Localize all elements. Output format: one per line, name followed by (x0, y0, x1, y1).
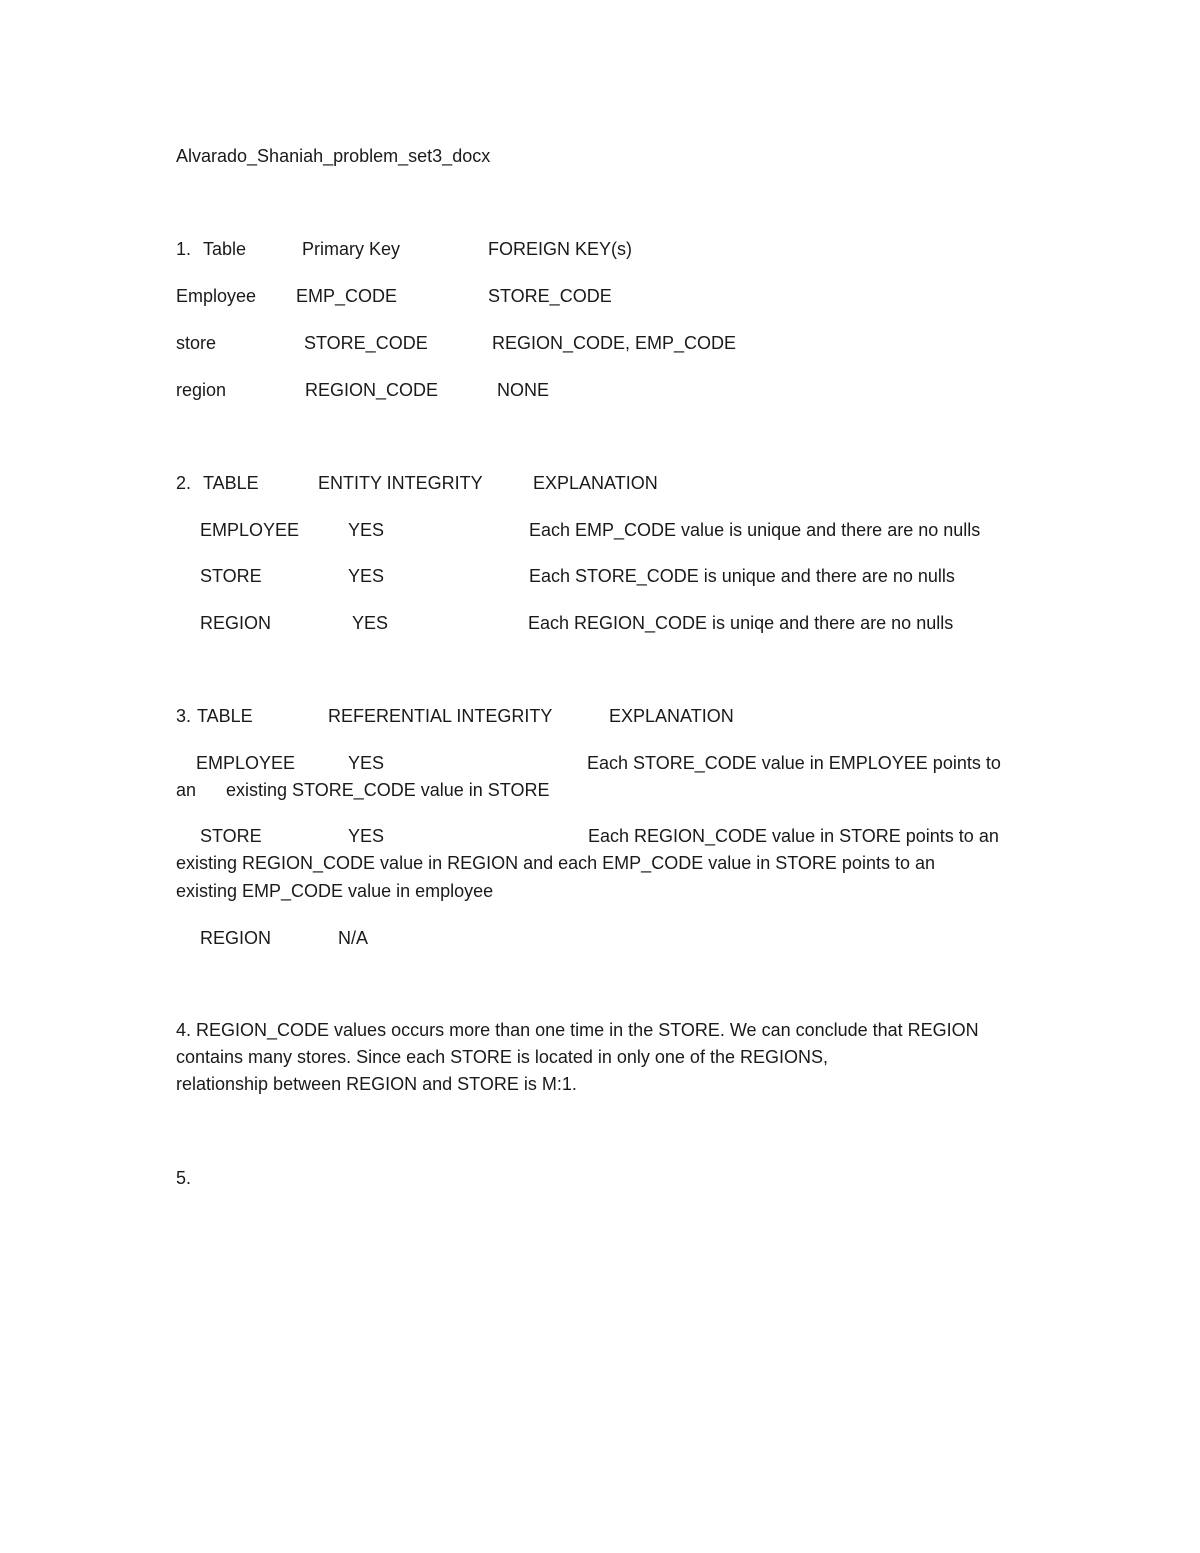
q3-row-explanation-continued: an existing STORE_CODE value in STORE (176, 780, 550, 800)
q4-line: relationship between REGION and STORE is M:1. (176, 1074, 577, 1094)
question-3-number: 3. (176, 706, 192, 726)
question-5-number: 5. (176, 1168, 192, 1188)
q1-row-primary-key: STORE_CODE (304, 333, 428, 353)
q2-header-entity-integrity: ENTITY INTEGRITY (318, 473, 483, 493)
q3-row-value: YES (348, 753, 385, 773)
q3-row-explanation-continued: existing REGION_CODE value in REGION and each EMP_CODE value in STORE points to an (176, 853, 935, 873)
q1-row-primary-key: EMP_CODE (296, 286, 398, 306)
q2-row-table: EMPLOYEE (200, 520, 300, 540)
q1-header-foreign-keys: FOREIGN KEY(s) (488, 239, 633, 259)
q3-row-explanation: Each REGION_CODE value in STORE points to an (588, 826, 999, 846)
q4-line: 4. REGION_CODE values occurs more than one time in the STORE. We can conclude that REGION (176, 1020, 979, 1040)
q3-header-referential-integrity: REFERENTIAL INTEGRITY (328, 706, 553, 726)
q2-row-value: YES (348, 566, 385, 586)
document-title: Alvarado_Shaniah_problem_set3_docx (176, 146, 491, 166)
q2-row-value: YES (352, 613, 389, 633)
q3-row-explanation-continued: existing EMP_CODE value in employee (176, 881, 494, 901)
q1-row-foreign-keys: NONE (497, 380, 550, 400)
q2-row-explanation: Each REGION_CODE is uniqe and there are no nulls (528, 613, 954, 633)
q1-row-foreign-keys: REGION_CODE, EMP_CODE (492, 333, 737, 353)
q2-row-value: YES (348, 520, 385, 540)
q2-row-explanation: Each STORE_CODE is unique and there are no nulls (529, 566, 955, 586)
q2-row-table: REGION (200, 613, 272, 633)
q3-row-table: EMPLOYEE (196, 753, 296, 773)
q1-row-table: Employee (176, 286, 257, 306)
q1-row-table: store (176, 333, 217, 353)
q1-row-foreign-keys: STORE_CODE (488, 286, 612, 306)
q3-row-value: N/A (338, 928, 369, 948)
q3-header-table: TABLE (197, 706, 253, 726)
q3-header-explanation: EXPLANATION (609, 706, 734, 726)
q1-row-table: region (176, 380, 227, 400)
question-1-number: 1. (176, 239, 192, 259)
q3-row-table: REGION (200, 928, 272, 948)
q1-header-primary-key: Primary Key (302, 239, 401, 259)
q3-row-table: STORE (200, 826, 262, 846)
q4-line: contains many stores. Since each STORE is located in only one of the REGIONS, (176, 1047, 828, 1067)
q1-header-table: Table (203, 239, 247, 259)
question-2-number: 2. (176, 473, 192, 493)
q1-row-primary-key: REGION_CODE (305, 380, 439, 400)
q3-row-explanation: Each STORE_CODE value in EMPLOYEE points to (587, 753, 1001, 773)
q2-row-explanation: Each EMP_CODE value is unique and there are no nulls (529, 520, 981, 540)
q3-row-value: YES (348, 826, 385, 846)
q2-row-table: STORE (200, 566, 262, 586)
q2-header-table: TABLE (203, 473, 259, 493)
q2-header-explanation: EXPLANATION (533, 473, 658, 493)
